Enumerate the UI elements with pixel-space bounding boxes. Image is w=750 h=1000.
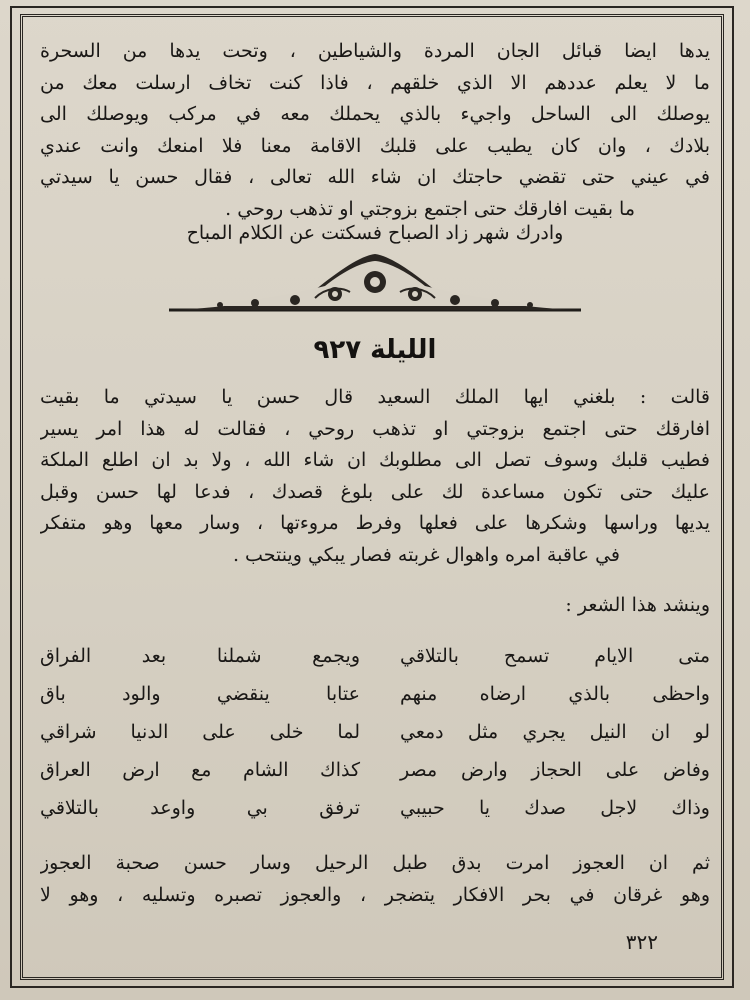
poem-verse <box>40 683 710 721</box>
verse-first-half: واحظى بالذي ارضاه منهم <box>400 683 710 705</box>
verse-second-half: ترفق بي واوعد بالتلاقي <box>40 797 360 819</box>
text-line: وهو غرقان في بحر الافكار يتضجر ، والعجوز تصبره وتسليه ، وهو لا <box>40 883 710 906</box>
page-number: ٣٢٢ <box>625 930 658 954</box>
text-line: بلادك ، وان كان يطيب على قلبك الاقامة معنا فلا امنعك وانت عندي <box>40 134 710 157</box>
text-line: قالت : بلغني ايها الملك السعيد قال حسن يا سيدتي ما بقيت <box>40 386 710 408</box>
verse-second-half: ويجمع شملنا بعد الفراق <box>40 645 360 667</box>
poem-verse <box>40 759 710 797</box>
verse-first-half: وفاض على الحجاز وارض مصر <box>400 759 710 781</box>
second-paragraph <box>40 382 710 571</box>
verse-second-half: كذاك الشام مع ارض العراق <box>40 759 360 781</box>
verse-second-half: لما خلى على الدنيا شراقي <box>40 721 360 743</box>
final-paragraph <box>40 848 710 911</box>
poem-intro <box>70 590 710 622</box>
text-line: افارقك حتى اجتمع بزوجتي او تذهب روحي ، فقالت له هذا امر يسير <box>40 417 710 440</box>
closing-line: وادرك شهر زاد الصباح فسكتت عن الكلام المباح <box>186 222 564 244</box>
text-line: في عاقبة امره واهوال غربته فصار يبكي وينتحب . <box>232 543 620 566</box>
night-heading: الليلة ٩٢٧ <box>313 335 437 365</box>
text-line: ثم ان العجوز امرت بدق طبل الرحيل وسار حسن صحبة العجوز <box>40 852 710 874</box>
text-line: يدها ايضا قبائل الجان المردة والشياطين ، وتحت يدها من السحرة <box>40 40 710 62</box>
poem-intro-text: وينشد هذا الشعر : <box>565 594 710 616</box>
verse-first-half: وذاك لاجل صدك يا حبيبي <box>400 797 710 819</box>
text-line: في عيني حتى تقضي حاجتك ان شاء الله تعالى ، فقال حسن يا سيدتي <box>40 166 710 188</box>
poem-verse <box>40 721 710 759</box>
text-line: ما بقيت افارقك حتى اجتمع بزوجتي او تذهب روحي . <box>225 197 635 220</box>
text-line: ما لا يعلم عددهم الا الذي خلقهم ، فاذا كنت تخاف ارسلت معك من <box>40 71 710 94</box>
top-paragraph <box>40 36 710 225</box>
text-line: عليك حتى تكون مساعدة لك على بلوغ قصدك ، فدعا لها حسن وقبل <box>40 480 710 503</box>
verse-second-half: عتابا ينقضي والود باق <box>40 683 360 705</box>
verse-first-half: متى الايام تسمح بالتلاقي <box>400 645 710 667</box>
verse-first-half: لو ان النيل يجري مثل دمعي <box>400 721 710 743</box>
text-line: يديها وراسها وشكرها على فعلها وفرط مروءتها ، وسار معها وهو متفكر <box>40 512 710 534</box>
poem-verse <box>40 797 710 835</box>
ornament-divider-icon <box>165 252 585 314</box>
poem <box>40 645 710 835</box>
poem-verse <box>40 645 710 683</box>
text-line: يوصلك الى الساحل واجيء بالذي يحملك معه في مركب ويوصلك الى <box>40 103 710 125</box>
text-line: فطيب قلبك وسوف تصل الى مطلوبك ان شاء الله ، ولا بد ان اطلع الملكة <box>40 449 710 471</box>
